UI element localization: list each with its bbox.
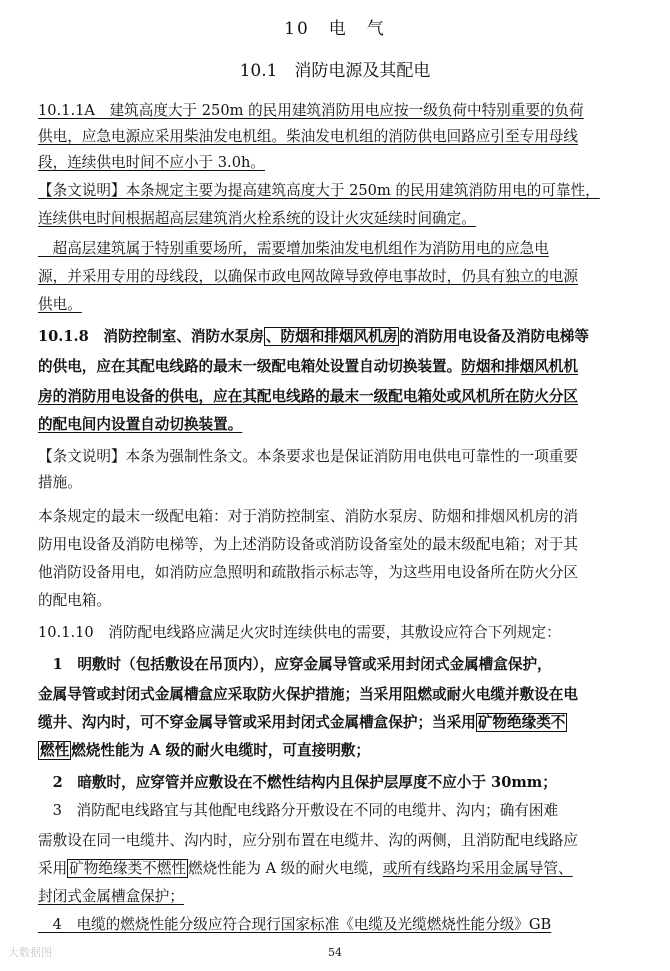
text-segment: 10.1.1A 建筑高度大于 250m 的民用建筑消防用电应按一级负荷中特别重要的负荷 [38, 102, 584, 119]
text-line [38, 446, 630, 470]
text-segment: 金属导管或封闭式金属槽盒应采取防火保护措施；当采用阻燃或耐火电缆并敷设在电 [38, 686, 578, 703]
text-line [38, 590, 630, 614]
text-line [38, 914, 630, 938]
text-segment: 本条规定的最末一级配电箱：对于消防控制室、消防水泵房、防烟和排烟风机房的消 [38, 508, 578, 525]
text-segment: 措施。 [38, 474, 82, 491]
text-line [38, 126, 630, 150]
text-segment: 源，并采用专用的母线段，以确保市政电网故障导致停电事故时，仍具有独立的电源 [38, 268, 578, 285]
text-line [38, 414, 630, 438]
text-line [38, 472, 630, 496]
text-line [38, 208, 630, 232]
text-line [38, 654, 630, 678]
text-segment: 房的消防用电设备的供电，应在其配电线路的最末一级配电箱处或风机所在防火分区 [38, 388, 578, 405]
boxed-text-segment: 燃性 [40, 742, 70, 759]
text-segment: 采用 [38, 860, 68, 877]
chapter-title: 10 电 气 [284, 19, 386, 39]
text-line [38, 772, 630, 796]
text-segment: 10.1.10 消防配电线路应满足火灾时连续供电的需要，其敷设应符合下列规定： [38, 624, 561, 641]
text-segment: 的供电，应在其配电线路的最末一级配电箱处设置自动切换装置。 [38, 358, 462, 375]
text-segment: 的配电箱。 [38, 592, 111, 609]
boxed-text-segment: 矿物绝缘类不 [477, 714, 566, 731]
text-line [38, 326, 630, 350]
text-line [38, 800, 630, 824]
text-segment: 【条文说明】本条规定主要为提高建筑高度大于 250m 的民用建筑消防用电的可靠性， [38, 182, 600, 199]
text-segment: 供电，应急电源应采用柴油发电机组。柴油发电机组的消防供电回路应引至专用母线 [38, 128, 578, 145]
text-line [38, 152, 630, 176]
text-segment: 燃烧性能为 A 级的耐火电缆， [187, 860, 383, 877]
text-segment: 供电。 [38, 296, 82, 313]
text-line [38, 712, 630, 736]
text-line [38, 562, 630, 586]
text-segment: 【条文说明】本条为强制性条文。本条要求也是保证消防用电供电可靠性的一项重要 [38, 448, 578, 465]
text-line [38, 294, 630, 318]
boxed-text-segment: 、防烟和排烟风机房 [265, 328, 398, 345]
text-line [38, 886, 630, 910]
text-segment: 防烟和排烟风机机 [461, 358, 578, 375]
text-segment: 封闭式金属槽盒保护； [38, 888, 184, 905]
text-line [38, 534, 630, 558]
text-segment: 4 电缆的燃烧性能分级应符合现行国家标准《电缆及光缆燃烧性能分级》GB [38, 916, 552, 933]
text-segment: 他消防设备用电，如消防应急照明和疏散指示标志等，为这些用电设备所在防火分区 [38, 564, 578, 581]
text-line [38, 356, 630, 380]
text-line [38, 386, 630, 410]
text-line [38, 684, 630, 708]
text-line [38, 858, 630, 882]
text-line [38, 180, 630, 204]
page-number: 54 [328, 946, 342, 959]
text-segment: 段，连续供电时间不应小于 3.0h。 [38, 154, 265, 171]
text-segment: 10.1.8 消防控制室、消防水泵房 [38, 328, 264, 345]
text-line [38, 622, 630, 646]
text-segment: 的配电间内设置自动切换装置。 [38, 416, 243, 433]
text-segment: 3 消防配电线路宜与其他配电线路分开敷设在不同的电缆井、沟内；确有困难 [38, 802, 559, 819]
text-line [38, 266, 630, 290]
boxed-text-segment: 矿物绝缘类不燃性 [69, 860, 186, 877]
text-segment: 1 明敷时（包括敷设在吊顶内），应穿金属导管或采用封闭式金属槽盒保护， [38, 656, 552, 673]
text-segment: 2 暗敷时，应穿管并应敷设在不燃性结构内且保护层厚度不应小于 30mm； [38, 774, 557, 791]
text-segment: 的消防用电设备及消防电梯等 [399, 328, 589, 345]
text-line [38, 506, 630, 530]
text-segment: 需敷设在同一电缆井、沟内时，应分别布置在电缆井、沟的两侧，且消防配电线路应 [38, 832, 578, 849]
text-segment: 或所有线路均采用金属导管、 [382, 860, 573, 877]
text-line [38, 238, 630, 262]
text-line [38, 100, 630, 124]
text-line [38, 740, 630, 764]
text-segment: 缆井、沟内时，可不穿金属导管或采用封闭式金属槽盒保护；当采用 [38, 714, 476, 731]
text-segment: 防用电设备及消防电梯等，为上述消防设备或消防设备室处的最末级配电箱；对于其 [38, 536, 578, 553]
section-title: 10.1 消防电源及其配电 [239, 61, 431, 81]
text-segment: 燃烧性能为 A 级的耐火电缆时，可直接明敷； [71, 742, 370, 759]
text-segment: 连续供电时间根据超高层建筑消火栓系统的设计火灾延续时间确定。 [38, 210, 476, 227]
text-segment: 超高层建筑属于特别重要场所，需要增加柴油发电机组作为消防用电的应急电 [38, 240, 549, 257]
text-line [38, 830, 630, 854]
watermark: 大数据图 [8, 946, 52, 959]
